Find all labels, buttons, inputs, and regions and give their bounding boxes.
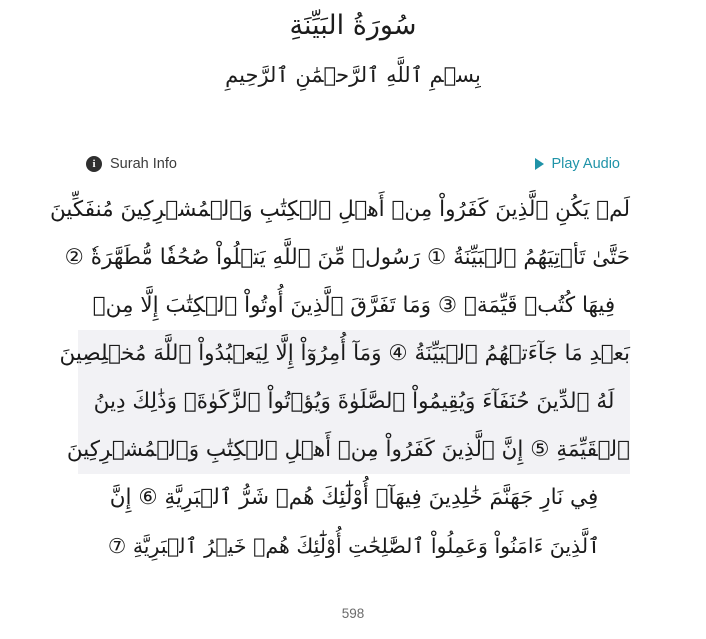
ayah-line[interactable]: لَهُ ٱلدِّينَ حُنَفَآءَ وَيُقِيمُواْ ٱلصَّلَوٰةَ وَيُؤۡتُواْ ٱلزَّكَوٰةَۚ وَذَٰلِكَ دِينُ [78,378,630,426]
ayah-line[interactable]: بَعۡدِ مَا جَآءَتۡهُمُ ٱلۡبَيِّنَةُ ④ وَمَآ أُمِرُوٓاْ إِلَّا لِيَعۡبُدُواْ ٱللَّهَ مُخۡلِصِينَ [78,330,630,378]
ayah-line[interactable]: فِيهَا كُتُبٞ قَيِّمَةٞ ③ وَمَا تَفَرَّقَ ٱلَّذِينَ أُوتُواْ ٱلۡكِتَٰبَ إِلَّا مِنۢ [92,293,616,318]
info-icon: i [86,156,102,172]
play-audio-label: Play Audio [551,156,620,172]
page-number: 598 [341,606,365,621]
surah-title: سُورَةُ البَيِّنَةِ [289,10,417,41]
ayah-line[interactable]: ٱلۡقَيِّمَةِ ⑤ إِنَّ ٱلَّذِينَ كَفَرُواْ مِنۡ أَهۡلِ ٱلۡكِتَٰبِ وَٱلۡمُشۡرِكِينَ [78,426,630,474]
bismillah-text: بِسۡمِ ٱللَّهِ ٱلرَّحۡمَٰنِ ٱلرَّحِيمِ [225,62,481,87]
ayah-line[interactable]: حَتَّىٰ تَأۡتِيَهُمُ ٱلۡبَيِّنَةُ ① رَسُولٞ مِّنَ ٱللَّهِ يَتۡلُواْ صُحُفٗا مُّطَهَّرَةٗ ② [64,245,630,270]
ayah-line[interactable]: ٱلَّذِينَ ءَامَنُواْ وَعَمِلُواْ ٱلصَّٰلِحَٰتِ أُوْلَٰٓئِكَ هُمۡ خَيۡرُ ٱلۡبَرِيَّةِ ⑦ [107,534,601,558]
quran-text-block [50,186,630,570]
ayah-line[interactable]: لَمۡ يَكُنِ ٱلَّذِينَ كَفَرُواْ مِنۡ أَهۡلِ ٱلۡكِتَٰبِ وَٱلۡمُشۡرِكِينَ مُنفَكِّينَ [50,197,630,222]
ayah-line[interactable]: فِي نَارِ جَهَنَّمَ خَٰلِدِينَ فِيهَآۚ أُوْلَٰٓئِكَ هُمۡ شَرُّ ٱلۡبَرِيَّةِ ⑥ إِنَّ [109,485,599,510]
page-toolbar [0,148,706,180]
play-icon [535,158,544,170]
play-audio-button[interactable] [535,156,620,172]
surah-info-button[interactable] [86,156,177,172]
surah-info-label: Surah Info [110,156,177,172]
